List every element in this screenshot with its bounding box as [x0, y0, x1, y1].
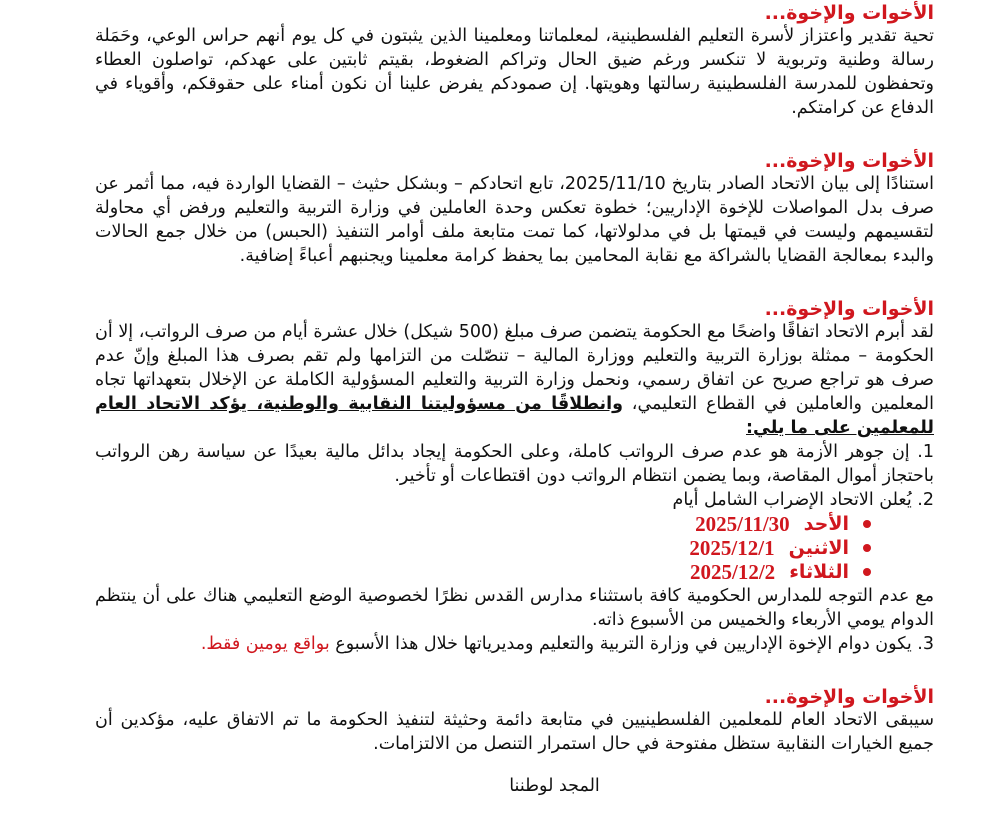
strike-date: 2025/11/30 [695, 512, 790, 536]
strike-day: الأحد [803, 513, 849, 535]
section-greeting [95, 2, 934, 120]
closing-paragraph: سيبقى الاتحاد العام للمعلمين الفلسطينيين في متابعة دائمة وحثيثة لتنفيذ الحكومة ما تم الاتفاق عليه، مؤكدين أن جميع الخيارات النقابية ستظل مفتوحة في حال استمرار التنصل من الالتزامات. [95, 710, 934, 754]
bullet-icon [863, 568, 871, 576]
closing-line: المجد لوطننا [509, 775, 600, 796]
strike-date-item [95, 536, 871, 560]
section-closing [95, 686, 934, 798]
strike-dates-list [95, 512, 934, 584]
point-1: 1. إن جوهر الأزمة هو عدم صرف الرواتب كاملة، وعلى الحكومة إيجاد بدائل مالية بعيدًا عن سياسة رهن الرواتب باحتجاز أموال المقاصة، وبما يضمن انتظام الرواتب دون اقتطاعات أو تأخير. [95, 442, 934, 486]
bullet-icon [863, 520, 871, 528]
section-heading: الأخوات والإخوة... [764, 2, 934, 24]
bullet-icon [863, 544, 871, 552]
section-heading: الأخوات والإخوة... [764, 298, 934, 320]
strike-date: 2025/12/2 [690, 560, 776, 584]
strike-day: الاثنين [788, 537, 849, 559]
point-2-continuation: مع عدم التوجه للمدارس الحكومية كافة باستثناء مدارس القدس نظرًا لخصوصية الوضع التعليمي هناك على أن ينتظم الدوام يومي الأربعاء والخميس من الأسبوع ذاته. [95, 586, 934, 630]
section-heading: الأخوات والإخوة... [764, 686, 934, 708]
strike-day: الثلاثاء [789, 561, 849, 583]
section-agreement [95, 298, 934, 656]
point-3 [95, 632, 934, 656]
point-3-text: 3. يكون دوام الإخوة الإداريين في وزارة التربية والتعليم ومديرياتها خلال هذا الأسبوع [329, 634, 934, 654]
followup-paragraph: استنادًا إلى بيان الاتحاد الصادر بتاريخ 2025/11/10، تابع اتحادكم – وبشكل حثيث – القضايا الواردة فيه، مما أثمر عن صرف بدل المواصلات للإخوة الإداريين؛ خطوة تعكس وحدة العاملين في وزارة التربية والتعليم ورفض أي محاولة لتقسيمهم وليست في قيمتها بل في مدلولاتها، كما تمت متابعة ملف أوامر التنفيذ (الحبس) من خلال جمع الحالات والبدء بمعالجة القضايا بالشراكة مع نقابة المحامين بما يحفظ كرامة معلمينا ويجنبهم أعباءً إضافية. [95, 174, 934, 266]
point-3-emphasis: بواقع يومين فقط. [200, 634, 330, 654]
point-2: 2. يُعلن الاتحاد الإضراب الشامل أيام [672, 490, 934, 510]
section-followup [95, 150, 934, 268]
strike-date-item [95, 512, 871, 536]
agreement-paragraph [95, 320, 934, 440]
agreement-emphasis: وانطلاقًا من مسؤوليتنا النقابية والوطنية، يؤكد الاتحاد العام للمعلمين على ما يلي: [95, 394, 934, 438]
strike-date-item [95, 560, 871, 584]
section-heading: الأخوات والإخوة... [764, 150, 934, 172]
statement-document [95, 0, 934, 815]
greeting-paragraph: تحية تقدير واعتزاز لأسرة التعليم الفلسطينية، لمعلماتنا ومعلمينا الذين يثبتون في كل يوم أنهم حراس الوعي، وحَمَلة رسالة وطنية وتربوية لا تنكسر ورغم ضيق الحال وتراكم الضغوط، بقيتم ثابتين على عهدكم، تواصلون العطاء وتحفظون للمدرسة الفلسطينية رسالتها وهويتها. إن صمودكم يفرض علينا أن نكون أمناء على حقوقكم، وأقوياء في الدفاع عن كرامتكم. [95, 26, 934, 118]
strike-date: 2025/12/1 [689, 536, 775, 560]
agreement-text: لقد أبرم الاتحاد اتفاقًا واضحًا مع الحكومة يتضمن صرف مبلغ (500 شيكل) خلال عشرة أيام من صرف الرواتب، إلا أن الحكومة – ممثلة بوزارة التربية والتعليم ووزارة المالية – تنصّلت من التزامها ولم تقم بصرف هذا المبلغ وإنّ عدم صرف هو تراجع صريح عن اتفاق رسمي، ونحمل وزارة التربية والتعليم المسؤولية الكاملة عن الإخلال بتعهداتها تجاه المعلمين والعاملين في القطاع التعليمي، [95, 322, 934, 414]
